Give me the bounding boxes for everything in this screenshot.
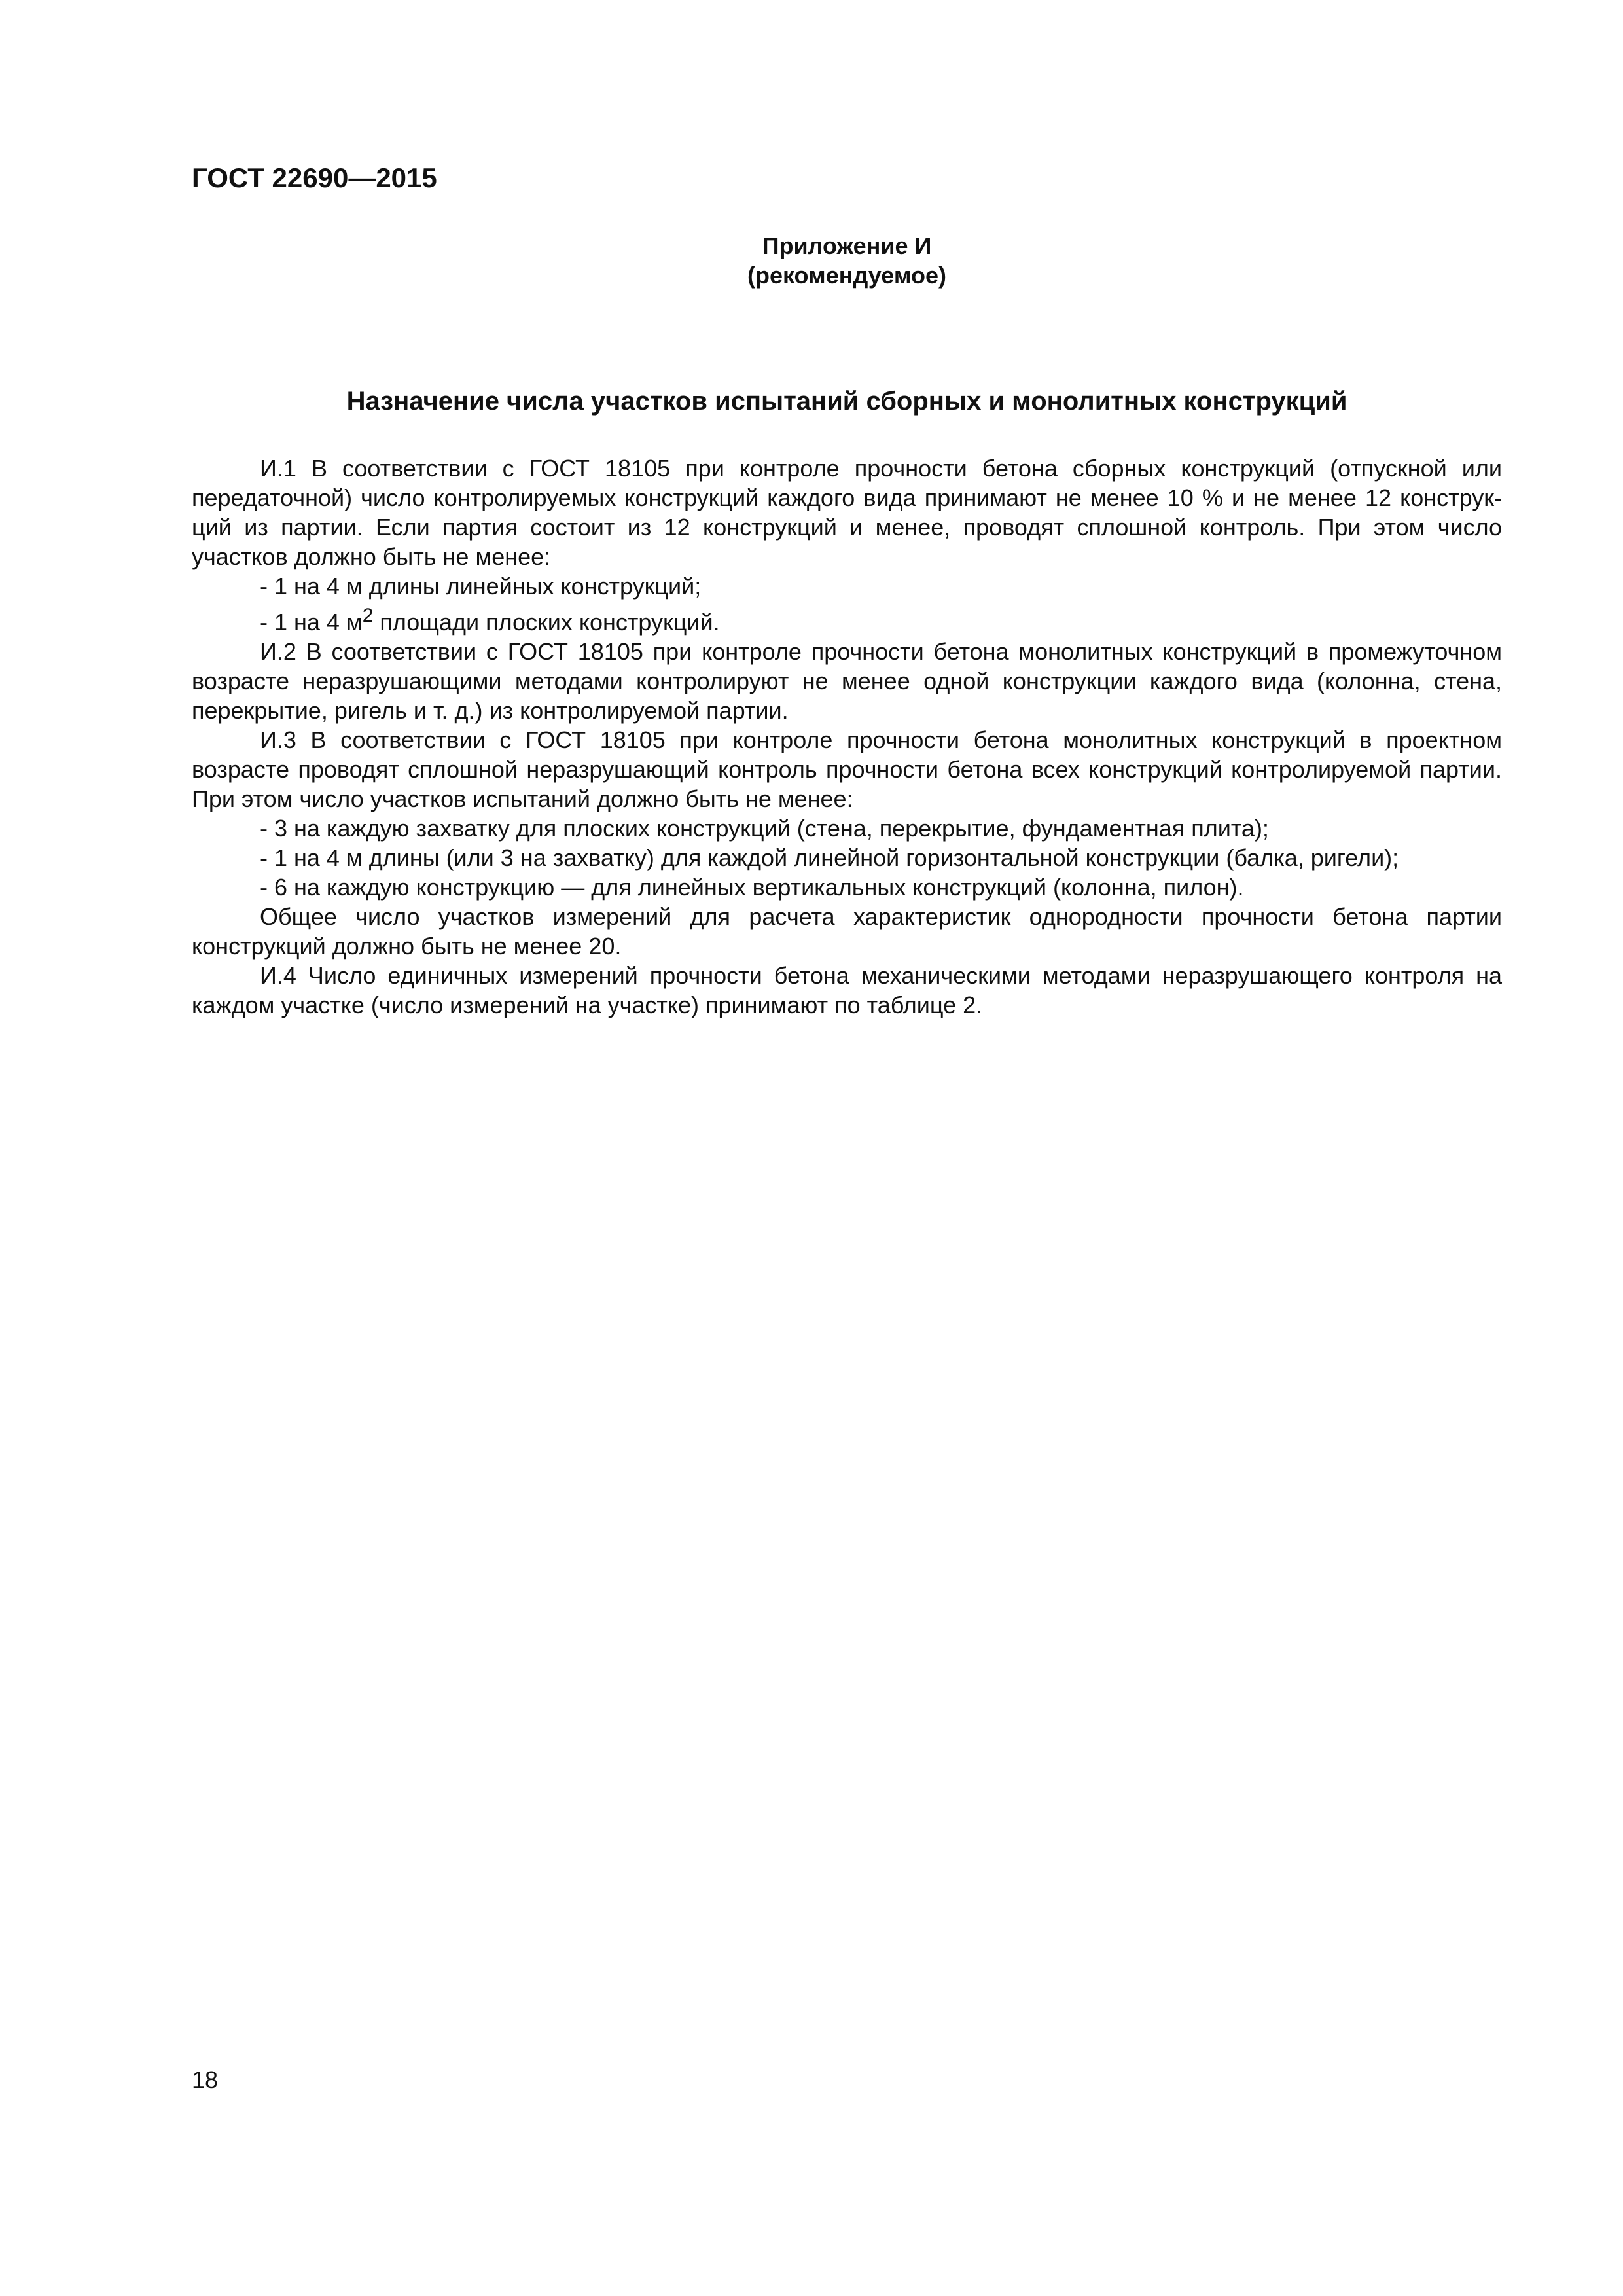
list-item: - 3 на каждую захватку для плоских конструкций (стена, перекрытие, фундаментная плита);	[260, 815, 1269, 842]
superscript-exponent: 2	[362, 605, 374, 626]
appendix-heading	[192, 231, 1502, 290]
document-body	[192, 454, 1502, 1020]
paragraph-i4: И.4 Число единичных измерений прочности бетона механическими методами неразрушающего контроля на каждом участке (число измерений на участке) принимают по таблице 2.	[192, 962, 1502, 1018]
appendix-status: (рекомендуемое)	[747, 262, 946, 289]
list-item-text: площади плоских конструкций.	[373, 609, 720, 636]
list-item: - 1 на 4 м длины (или 3 на захватку) для каждой линейной горизонтальной конструкции (балка, ригели);	[260, 844, 1399, 871]
list-item-text: - 1 на 4 м	[260, 609, 363, 636]
paragraph-total-count: Общее число участков измерений для расчета характеристик однородности прочности бетона партии конструкций должно быть не менее 20.	[192, 903, 1502, 960]
section-title: Назначение числа участков испытаний сборных и монолитных конструкций	[346, 387, 1347, 416]
page-number: 18	[192, 2066, 219, 2093]
appendix-title: Приложение И	[762, 232, 932, 259]
list-item	[192, 601, 1502, 637]
list-item: - 1 на 4 м длины линейных конструкций;	[260, 573, 702, 600]
paragraph-i3: И.3 В соответствии с ГОСТ 18105 при контроле прочности бетона монолитных конструкций в проектном возрасте проводят сплошной неразрушающий контроль прочности бетона всех конструкций контролируемой партии. При этом число участков испытаний должно быть не менее:	[192, 726, 1502, 812]
paragraph-i1: И.1 В соответствии с ГОСТ 18105 при контроле прочности бетона сборных конструкций (отпускной или передаточной) число контролируемых конструкций каждого вида принимают не менее 10 % и не менее 12 конструкций из партии. Если партия состоит из 12 конструкций и менее, проводят сплошной контроль. При этом число участков должно быть не менее:	[192, 455, 1502, 570]
list-item: - 6 на каждую конструкцию — для линейных вертикальных конструкций (колонна, пилон).	[260, 874, 1244, 901]
paragraph-i2: И.2 В соответствии с ГОСТ 18105 при контроле прочности бетона монолитных конструкций в промежуточном возрасте неразрушающими методами контролируют не менее одной конструкции каждого вида (колонна, стена, перекрытие, ригель и т. д.) из контролируемой партии.	[192, 638, 1502, 724]
standard-number-header: ГОСТ 22690—2015	[192, 162, 437, 193]
